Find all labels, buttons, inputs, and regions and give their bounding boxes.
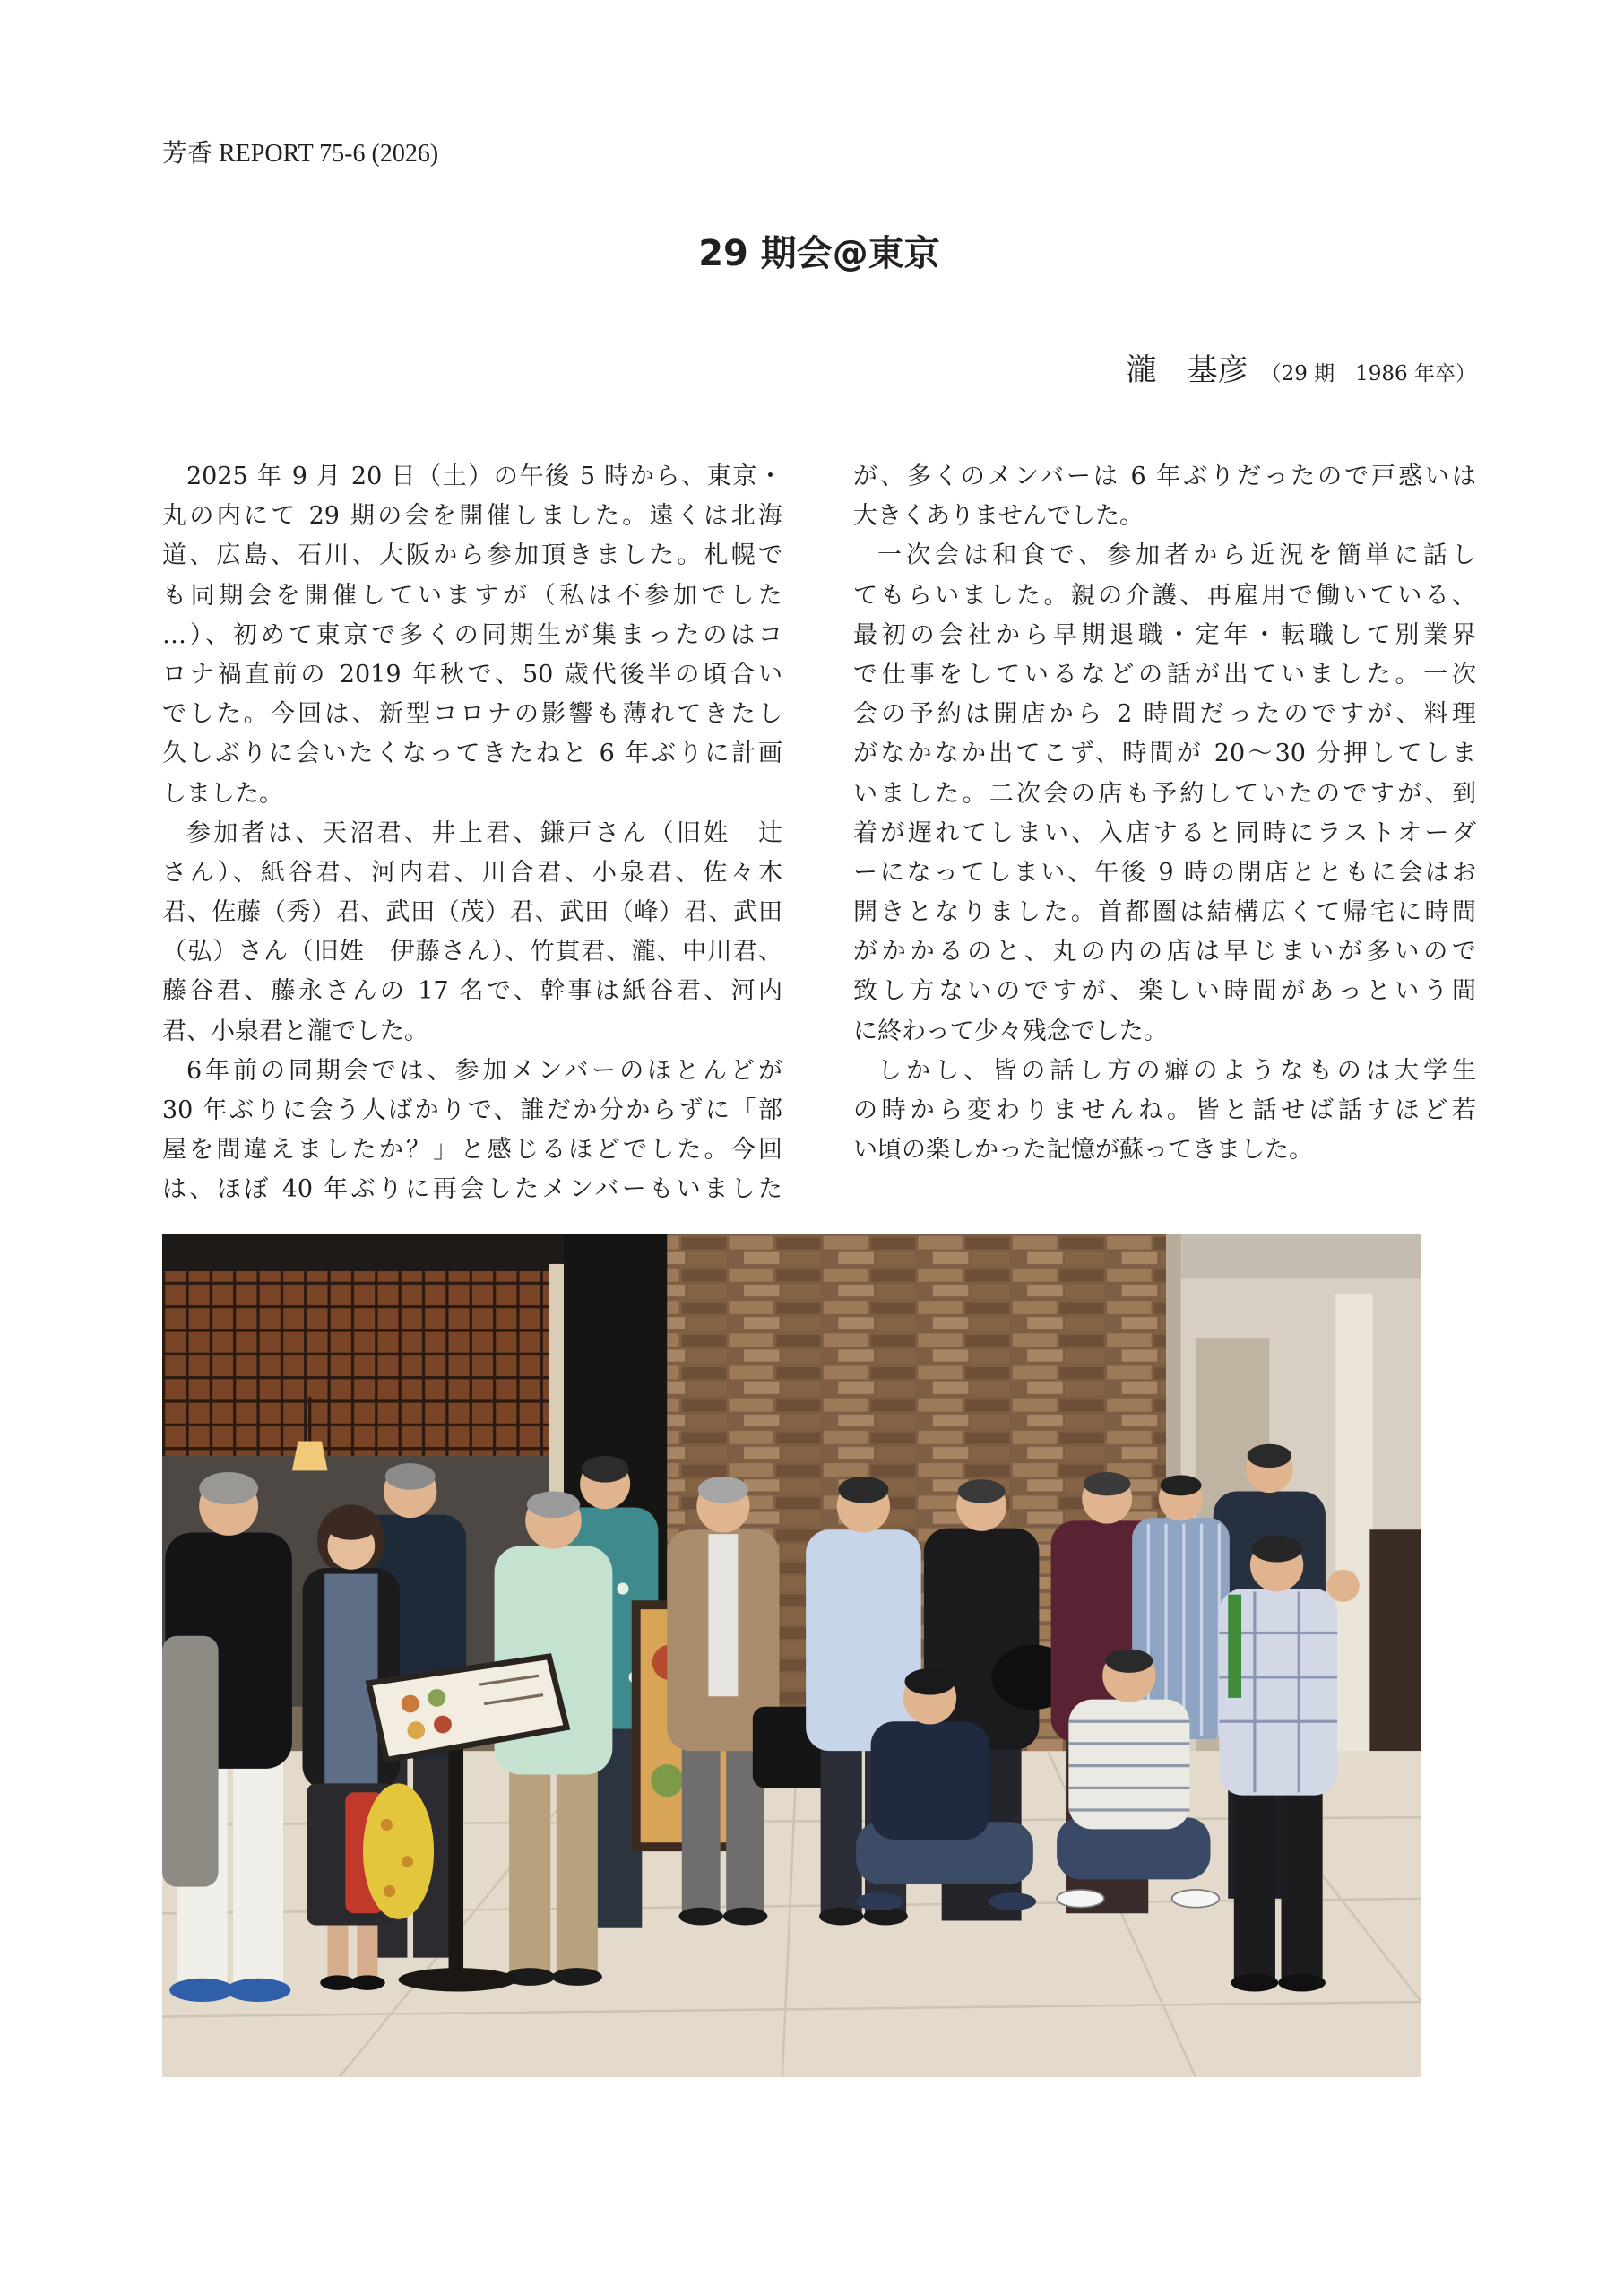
text-line: 開きとなりました。首都圏は結構広くて帰宅に時間 (853, 898, 1476, 927)
text-line: 丸の内にて 29 期の会を開催しました。遠くは北海 (162, 502, 782, 531)
text-line: がなかなか出てこず、時間が 20～30 分押してしま (853, 740, 1476, 768)
text-line: 6年前の同期会では、参加メンバーのほとんどが (186, 1056, 782, 1085)
text-column-right (853, 457, 1476, 1170)
text-line: 道、広島、石川、大阪から参加頂きました。札幌で (162, 541, 782, 570)
text-line: しかし、皆の話し方の癖のようなものは大学生 (877, 1056, 1476, 1085)
text-line: がかかるのと、丸の内の店は早じまいが多いので (853, 938, 1476, 966)
text-line: 30 年ぶりに会う人ばかりで、誰だか分からずに「部 (162, 1096, 782, 1124)
text-line: で仕事をしているなどの話が出ていました。一次 (853, 660, 1476, 688)
article-title: 29 期会@東京 (698, 233, 940, 274)
paragraph (162, 1052, 782, 1210)
text-line: い頃の楽しかった記憶が蘇ってきました。 (853, 1136, 1313, 1165)
paragraph (853, 457, 1476, 536)
author-line (1127, 350, 1476, 396)
text-line: ロナ禍直前の 2019 年秋で、50 歳代後半の頃合い (162, 660, 782, 688)
group-photo-svg (162, 1234, 1421, 2077)
text-line: てもらいました。親の介護、再雇用で働いている、 (853, 581, 1476, 610)
paragraph (162, 457, 782, 814)
text-line: 着が遅れてしまい、入店すると同時にラストオーダ (853, 818, 1476, 847)
text-line: の時から変わりませんね。皆と話せば話すほど若 (853, 1096, 1476, 1124)
text-line: しました。 (162, 779, 283, 808)
text-line: ーになってしまい、午後 9 時の閉店とともに会はお (853, 858, 1476, 887)
text-line: …）、初めて東京で多くの同期生が集まったのはコ (162, 620, 782, 649)
text-line: さん）、紙谷君、河内君、川合君、小泉君、佐々木 (162, 858, 782, 887)
text-line: 屋を間違えましたか？」と感じるほどでした。今回 (162, 1136, 782, 1165)
paragraph (853, 1052, 1476, 1171)
group-photo-image (162, 1234, 1421, 2077)
text-line: 久しぶりに会いたくなってきたねと 6 年ぶりに計画 (162, 740, 782, 768)
author-name: 瀧 基彦 (1126, 352, 1248, 388)
lattice-window (162, 1271, 557, 1456)
text-line: いました。二次会の店も予約していたのですが、到 (853, 779, 1476, 808)
text-line: 君、小泉君と瀧でした。 (162, 1017, 428, 1045)
text-line: 参加者は、天沼君、井上君、鎌戸さん（旧姓 辻 (186, 818, 782, 847)
text-line: に終わって少々残念でした。 (853, 1017, 1168, 1045)
running-head: 芳香 REPORT 75-6 (2026) (162, 140, 439, 168)
text-line: （弘）さん（旧姓 伊藤さん）、竹貫君、瀧、中川君、 (162, 938, 782, 966)
paragraph (853, 536, 1476, 1051)
text-line: 大きくありませんでした。 (853, 502, 1144, 531)
text-line: 藤谷君、藤永さんの 17 名で、幹事は紙谷君、河内 (162, 977, 782, 1006)
text-line: 一次会は和食で、参加者から近況を簡単に話し (877, 541, 1476, 570)
text-line: 君、佐藤（秀）君、武田（茂）君、武田（峰）君、武田 (162, 898, 782, 927)
text-line: 致し方ないのですが、楽しい時間があっという間 (853, 977, 1476, 1006)
paragraph (162, 814, 782, 1052)
text-line: でした。今回は、新型コロナの影響も薄れてきたし (162, 700, 782, 729)
text-line: 会の予約は開店から 2 時間だったのですが、料理 (853, 700, 1476, 729)
author-affiliation: （29 期 1986 年卒） (1260, 362, 1476, 385)
text-column-left (162, 457, 782, 1210)
text-line: 2025 年 9 月 20 日（土）の午後 5 時から、東京・ (186, 463, 782, 490)
text-line: も同期会を開催していますが（私は不参加でした (162, 581, 782, 610)
text-line: が、多くのメンバーは 6 年ぶりだったので戸惑いは (853, 463, 1476, 490)
text-line: 最初の会社から早期退職・定年・転職して別業界 (853, 620, 1476, 649)
text-line: は、ほぼ 40 年ぶりに再会したメンバーもいました (162, 1175, 782, 1204)
